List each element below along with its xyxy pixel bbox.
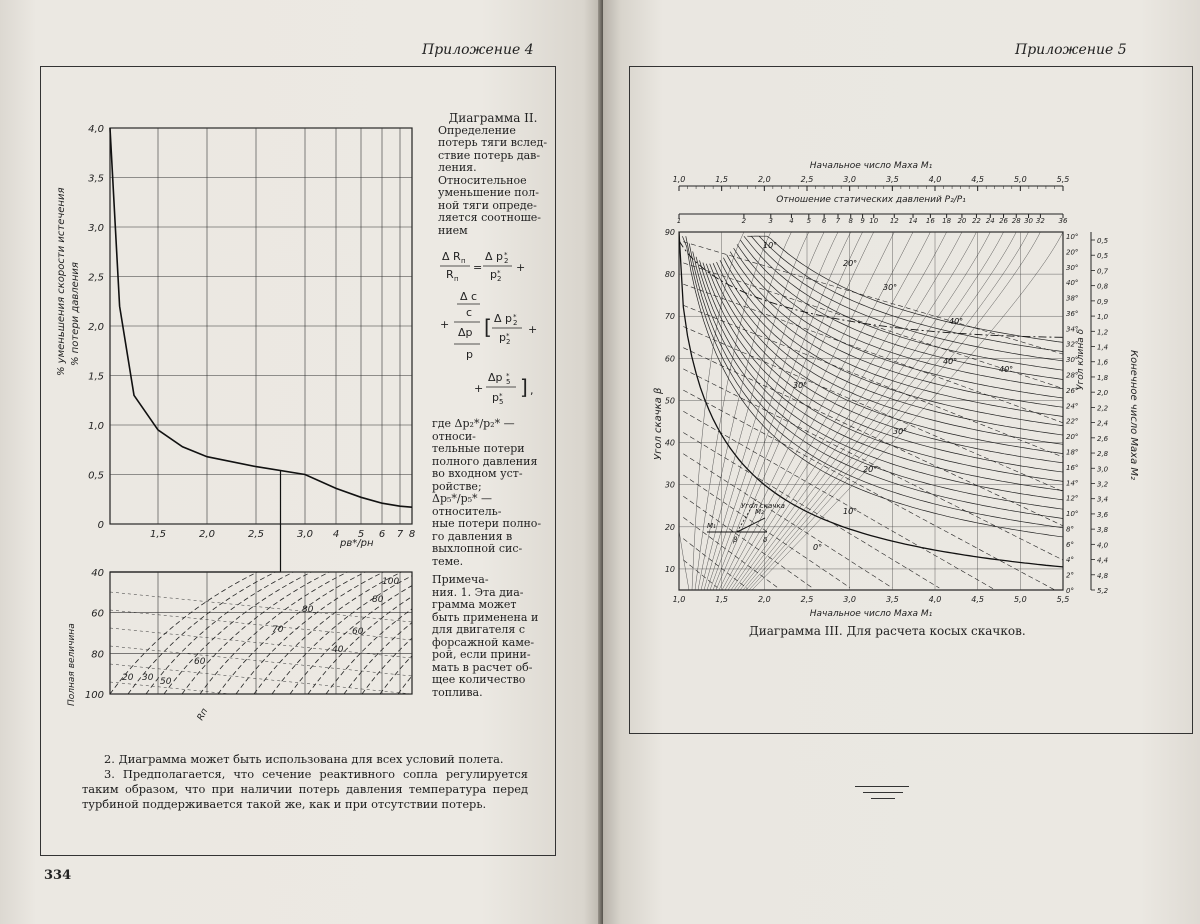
bottom-axis-title: Начальное число Маха M₁ [809, 609, 933, 619]
lower-curve-label: 20 [122, 673, 134, 683]
angle-tick-label: 36° [1066, 309, 1079, 318]
lower-curve-label: 40 [332, 645, 344, 655]
svg-text:+: + [516, 261, 526, 274]
pressure-tick-label: 22 [971, 217, 981, 225]
svg-text:+: + [474, 382, 484, 395]
caption-line: Примеча- [432, 573, 489, 586]
m2-tick-label: 2,0 [1097, 389, 1109, 398]
curve-family [661, 232, 1067, 590]
angle-tick-label: 10° [1066, 510, 1079, 519]
formula-graphic [440, 248, 552, 408]
pressure-tick-label: 28 [1011, 217, 1021, 225]
fan-line [416, 566, 432, 694]
x-tick-label: 8 [408, 529, 416, 540]
pressure-tick-label: 24 [985, 217, 995, 225]
inner-angle-label: 0° [813, 543, 823, 552]
fan-line [110, 700, 412, 730]
caption-line: Определение [438, 123, 516, 137]
diagram-ii-caption [438, 112, 548, 237]
lower-curve-label: 100 [382, 577, 400, 587]
caption-line: го давления в [432, 529, 513, 543]
svg-text:2: 2 [513, 319, 518, 327]
svg-text:p: p [492, 391, 499, 404]
m2-tick-label: 0,7 [1097, 267, 1109, 276]
fan-line [398, 566, 432, 694]
diagram-iii-chart [643, 160, 1183, 620]
caption-line: ной тяги опреде- [438, 198, 537, 212]
caption-line: мать в расчет об- [432, 660, 533, 674]
svg-text:Δ p: Δ p [485, 250, 504, 263]
bottom-tick-label: 4,5 [971, 595, 985, 604]
pressure-tick-label: 18 [942, 217, 952, 225]
angle-tick-label: 40° [1066, 279, 1079, 288]
svg-text:*: * [497, 269, 501, 277]
m2-tick-label: 3,4 [1097, 495, 1109, 504]
x-tick-label: 2,0 [199, 529, 215, 540]
caption-line: топлива. [432, 685, 483, 699]
pressure-tick-label: 7 [835, 217, 841, 225]
svg-text:п: п [454, 275, 459, 283]
top-tick-label: 1,5 [715, 175, 729, 184]
pressure-tick-label: 2 [741, 217, 747, 225]
svg-text:*: * [504, 251, 508, 259]
m2-tick-label: 0,5 [1097, 237, 1109, 245]
m2-tick-label: 5,2 [1097, 587, 1109, 595]
top-tick-label: 4,0 [928, 175, 942, 184]
pressure-tick-label: 32 [1035, 217, 1045, 225]
angle-tick-label: 10° [1066, 233, 1079, 241]
caption-line: щее количество [432, 673, 526, 686]
inner-angle-label: 30° [793, 381, 808, 390]
m2-curve [683, 454, 892, 588]
pressure-tick-label: 10 [869, 217, 879, 225]
m2-tick-label: 4,4 [1097, 556, 1109, 565]
left-running-head: Приложение 4 [422, 42, 534, 58]
svg-text:=: = [473, 261, 483, 274]
m2-tick-label: 1,8 [1097, 373, 1109, 382]
top-tick-label: 5,0 [1013, 175, 1027, 184]
m2-tick-label: 3,8 [1097, 526, 1109, 535]
angle-tick-label: 20° [1066, 433, 1079, 442]
caption-line: ройстве; [432, 479, 482, 493]
caption-line: рой, если прини- [432, 648, 531, 661]
pressure-tick-label: 16 [925, 217, 935, 225]
angle-tick-label: 26° [1066, 386, 1079, 395]
svg-text:2: 2 [504, 257, 509, 265]
thrust-loss-curve [110, 128, 412, 507]
angle-tick-label: 18° [1066, 448, 1079, 457]
svg-text:Δp: Δp [458, 326, 473, 339]
svg-text:5: 5 [499, 398, 504, 406]
caption-line: во входном уст- [432, 467, 523, 480]
m2-tick-label: 2,6 [1097, 434, 1109, 443]
caption-line: для двигателя с [432, 623, 525, 636]
y-tick-label: 2,0 [88, 322, 104, 333]
caption-line: где Δp₂*/p₂* — относи- [432, 417, 515, 443]
lower-curve-label: 80 [302, 605, 314, 615]
left-tick-label: 50 [664, 396, 675, 406]
top-tick-label: 1,0 [672, 175, 686, 184]
angle-tick-label: 2° [1066, 571, 1074, 580]
caption-line: ные потери полно- [432, 517, 542, 530]
pressure-tick-label: 20 [957, 217, 967, 225]
left-tick-label: 30 [664, 480, 675, 490]
caption-line: ляется соотноше- [438, 211, 542, 224]
angle-tick-label: 20° [1066, 248, 1079, 257]
pressure-ratio-line [734, 232, 976, 590]
right-angle-title: Угол клина δ [1076, 328, 1086, 390]
fan-line [308, 566, 432, 694]
top-tick-label: 2,0 [757, 175, 771, 184]
svg-text:+: + [528, 323, 538, 336]
svg-text:]: ] [520, 375, 528, 399]
angle-tick-label: 22° [1066, 417, 1079, 426]
caption-line: тельные потери [432, 442, 525, 455]
lower-curve-label: 80 [372, 595, 384, 605]
lower-curve-label: 50 [160, 677, 172, 687]
caption-line: быть применена и [432, 610, 539, 624]
end-rule-3 [871, 798, 895, 799]
top-tick-label: 3,0 [843, 175, 857, 184]
left-tick-label: 70 [664, 312, 675, 322]
pressure-tick-label: 1 [676, 217, 682, 225]
inner-angle-label: 20° [863, 465, 878, 474]
bottom-tick-label: 3,0 [843, 595, 857, 604]
m2-tick-label: 2,4 [1097, 419, 1109, 428]
svg-text:+: + [440, 318, 450, 331]
pressure-ratio-line [707, 232, 838, 590]
y-tick-label: 3,0 [88, 223, 104, 234]
y-axis-sublabel: % потери давления [70, 262, 81, 366]
caption-line: нием [438, 223, 468, 237]
angle-tick-label: 24° [1066, 402, 1079, 411]
angle-tick-label: 0° [1066, 587, 1074, 595]
pressure-tick-label: 26 [999, 217, 1009, 225]
svg-text:Δp: Δp [488, 371, 503, 384]
x-tick-label: 1,5 [150, 529, 166, 540]
y-tick-label: 1,5 [88, 371, 104, 383]
fan-line [164, 566, 324, 694]
m2-tick-label: 2,8 [1097, 450, 1109, 459]
pressure-tick-label: 8 [848, 217, 853, 225]
m2-tick-label: 3,0 [1097, 465, 1109, 474]
caption-line: форсажной каме- [432, 635, 535, 649]
fan-line [182, 566, 342, 694]
x-tick-label: 3,0 [297, 529, 313, 540]
oblique-shock-plot [653, 161, 1139, 619]
bottom-tick-label: 2,0 [757, 595, 771, 604]
left-tick-label: 10 [664, 564, 675, 574]
m2-tick-label: 0,8 [1097, 282, 1109, 291]
right-page [603, 0, 1200, 924]
pressure-tick-label: 12 [889, 217, 899, 225]
lower-plot [67, 566, 432, 730]
diagram-ii-description [438, 125, 548, 238]
svg-text:*: * [506, 372, 510, 380]
bottom-tick-label: 3,5 [885, 595, 899, 604]
bottom-tick-label: 5,5 [1056, 595, 1070, 604]
m2-tick-label: 2,2 [1097, 404, 1109, 413]
wedge-angle-curve [754, 236, 1066, 343]
mach-angle-curve [679, 232, 1067, 567]
svg-text:Δ R: Δ R [442, 250, 461, 263]
svg-text:p: p [490, 268, 497, 281]
y-tick-label: 0 [97, 520, 104, 531]
left-axis-title: Угол скачка β [653, 387, 664, 460]
angle-tick-label: 34° [1066, 325, 1079, 334]
inset-label: δ [763, 536, 768, 544]
inner-angle-label: 30° [883, 283, 898, 292]
caption-line: выхлопной сис- [432, 542, 523, 555]
diagram-iii-caption: Диаграмма III. Для расчета косых скачков. [749, 624, 1026, 638]
caption-line: ствие потерь дав- [438, 148, 541, 162]
svg-text:R: R [446, 268, 454, 281]
pressure-tick-label: 3 [768, 217, 774, 225]
inner-angle-label: 40° [949, 317, 964, 326]
svg-text:5: 5 [506, 378, 511, 386]
top-tick-label: 3,5 [885, 175, 899, 184]
lower-curve-label: 70 [272, 625, 284, 635]
fan-line [326, 566, 432, 694]
pressure-ratio-line [698, 232, 791, 590]
y-tick-label: 2,5 [88, 272, 104, 284]
inner-angle-label: 30° [893, 427, 908, 436]
caption-line: потерь тяги вслед- [438, 136, 548, 149]
upper-plot [56, 124, 415, 572]
y-tick-label: 1,0 [88, 421, 104, 432]
m2-tick-label: 1,6 [1097, 358, 1109, 367]
pressure-ratio-line [737, 232, 990, 590]
top-tick-label: 4,5 [971, 175, 985, 184]
angle-tick-label: 38° [1066, 294, 1079, 303]
y-axis-label: % уменьшения скорости истечения [56, 187, 67, 376]
m2-tick-label: 4,8 [1097, 571, 1109, 580]
m2-tick-label: 0,9 [1097, 297, 1109, 306]
caption-line: теме. [432, 554, 464, 568]
angle-tick-label: 32° [1066, 340, 1079, 349]
pressure-tick-label: 30 [1024, 217, 1034, 225]
pressure-tick-label: 6 [821, 217, 827, 225]
inner-angle-label: 40° [943, 357, 958, 366]
right-scales [1066, 232, 1139, 595]
diagram-ii-chart [52, 116, 432, 756]
m2-tick-label: 1,2 [1097, 328, 1109, 337]
svg-text:*: * [506, 332, 510, 340]
caption-line: полного давления [432, 454, 538, 468]
lower-curve-label: 60 [194, 657, 206, 667]
bottom-tick-label: 4,0 [928, 595, 942, 604]
inset-label: M₁ [707, 522, 716, 530]
fan-line [110, 682, 412, 712]
m2-tick-label: 1,4 [1097, 343, 1109, 352]
pressure-ratio-line [661, 232, 689, 590]
max-deflection-curve [679, 240, 1063, 337]
left-tick-label: 80 [664, 270, 675, 280]
angle-tick-label: 14° [1066, 479, 1079, 488]
inner-angle-label: 10° [763, 241, 778, 250]
inset-label: Угол скачка [741, 502, 785, 510]
fan-line [110, 566, 270, 694]
y-tick-label: 3,5 [88, 173, 104, 185]
m2-curve [683, 411, 994, 589]
angle-tick-label: 12° [1066, 494, 1079, 503]
caption-line: Δp₅*/p₅* — относитель- [432, 492, 502, 518]
bottom-tick-label: 2,5 [800, 595, 814, 604]
end-rule-1 [855, 786, 909, 787]
svg-text:2: 2 [497, 275, 502, 283]
caption-line: грамма может [432, 598, 517, 611]
caption-line: уменьшение пол- [438, 186, 539, 199]
angle-tick-label: 8° [1066, 525, 1074, 534]
left-tick-label: 40 [664, 438, 675, 448]
svg-text:,: , [530, 384, 534, 397]
inner-angle-label: 20° [843, 259, 858, 268]
end-rule-2 [863, 792, 903, 793]
left-tick-label: 20 [664, 522, 675, 532]
pressure-tick-label: 9 [860, 217, 865, 225]
m2-tick-label: 4,0 [1097, 541, 1109, 550]
lower-plot-border [110, 572, 412, 694]
svg-text:Δ p: Δ p [494, 312, 513, 325]
pressure-tick-label: 36 [1058, 217, 1068, 225]
lower-curve-label: 30 [142, 673, 154, 683]
pressure-tick-label: 14 [908, 217, 918, 225]
svg-text:p: p [499, 331, 506, 344]
left-tick-label: 90 [664, 228, 675, 237]
svg-text:*: * [513, 313, 517, 321]
y-tick-label: 4,0 [88, 124, 104, 135]
angle-tick-label: 30° [1066, 263, 1079, 272]
lower-y-label: Полная величина [67, 623, 77, 706]
right-axis-title: Конечное число Маха M₂ [1128, 350, 1139, 481]
inset-label: M₂ [755, 508, 764, 516]
x-tick-label: 2,5 [248, 529, 264, 540]
lower-y-tick: 80 [91, 649, 104, 661]
wedge-angle-curve [734, 248, 1067, 398]
top-axis-title: Начальное число Маха M₁ [809, 161, 933, 171]
right-running-head: Приложение 5 [1015, 42, 1127, 58]
inner-angle-label: 10° [843, 507, 858, 516]
inner-angle-label: 40° [999, 365, 1014, 374]
x-tick-label: 6 [378, 529, 386, 540]
lower-axis-label: Rп [195, 706, 211, 723]
svg-text:c: c [466, 306, 473, 319]
angle-tick-label: 6° [1066, 540, 1074, 549]
x-tick-label: 4 [332, 529, 340, 540]
svg-text:Δ c: Δ c [460, 290, 478, 303]
angle-tick-label: 30° [1066, 356, 1079, 365]
inset-label: β [733, 536, 738, 544]
bottom-tick-label: 5,0 [1013, 595, 1027, 604]
m2-tick-label: 1,0 [1097, 313, 1109, 322]
diagram-ii-title: Диаграмма II. [448, 111, 538, 125]
svg-text:p: p [466, 348, 473, 361]
left-bottom-notes [82, 752, 528, 812]
lower-y-tick: 100 [84, 690, 104, 701]
top-tick-label: 2,5 [800, 175, 814, 184]
left-tick-label: 60 [664, 354, 675, 364]
caption-line: ления. [438, 161, 477, 174]
m2-curve [683, 517, 777, 587]
angle-tick-label: 16° [1066, 463, 1079, 472]
pressure-tick-label: 4 [789, 217, 794, 225]
svg-text:2: 2 [506, 338, 511, 346]
top-tick-label: 5,5 [1056, 175, 1070, 184]
note-3: 3. Предполагается, что сечение реактивного сопла регулируется таким образом, что при наличии потерь давления температура перед турбиной поддерживается такой же, как и при отсутствии потерь. [82, 767, 528, 811]
caption-line: ния. 1. Эта диа- [432, 585, 524, 599]
x-axis-label: pв*/pн [340, 538, 374, 549]
diagram-ii-where [432, 418, 552, 699]
y-tick-label: 0,5 [88, 470, 104, 482]
svg-text:[: [ [484, 315, 492, 339]
angle-tick-label: 4° [1066, 556, 1074, 565]
lower-y-tick: 60 [91, 608, 104, 620]
lower-y-tick: 40 [91, 568, 104, 579]
fan-line [110, 664, 412, 694]
m2-tick-label: 0,5 [1097, 252, 1109, 261]
m2-curve [683, 539, 747, 589]
m2-tick-label: 3,2 [1097, 480, 1109, 489]
left-page-number: 334 [44, 868, 72, 883]
bottom-tick-label: 1,5 [715, 595, 729, 604]
fan-line [236, 566, 396, 694]
fan-line [110, 592, 412, 622]
lower-fan-lines [110, 566, 432, 730]
svg-text:п: п [461, 257, 466, 265]
bottom-tick-label: 1,0 [672, 595, 686, 604]
diagram-ii-formula [440, 248, 552, 411]
note-2: 2. Диаграмма может быть использована для всех условий полета. [104, 752, 504, 766]
pressure-axis-title: Отношение статических давлений P₂/P₁ [776, 195, 966, 205]
pressure-tick-label: 5 [806, 217, 812, 225]
caption-line: Относительное [438, 173, 527, 187]
m2-curve [683, 242, 1067, 356]
m2-tick-label: 3,6 [1097, 510, 1109, 519]
svg-text:*: * [499, 392, 503, 400]
pressure-ratio-line [728, 232, 947, 590]
x-tick-label: 5 [357, 529, 365, 540]
lower-curve-label: 60 [352, 627, 364, 637]
angle-tick-label: 28° [1066, 371, 1079, 380]
x-tick-label: 7 [396, 529, 404, 540]
